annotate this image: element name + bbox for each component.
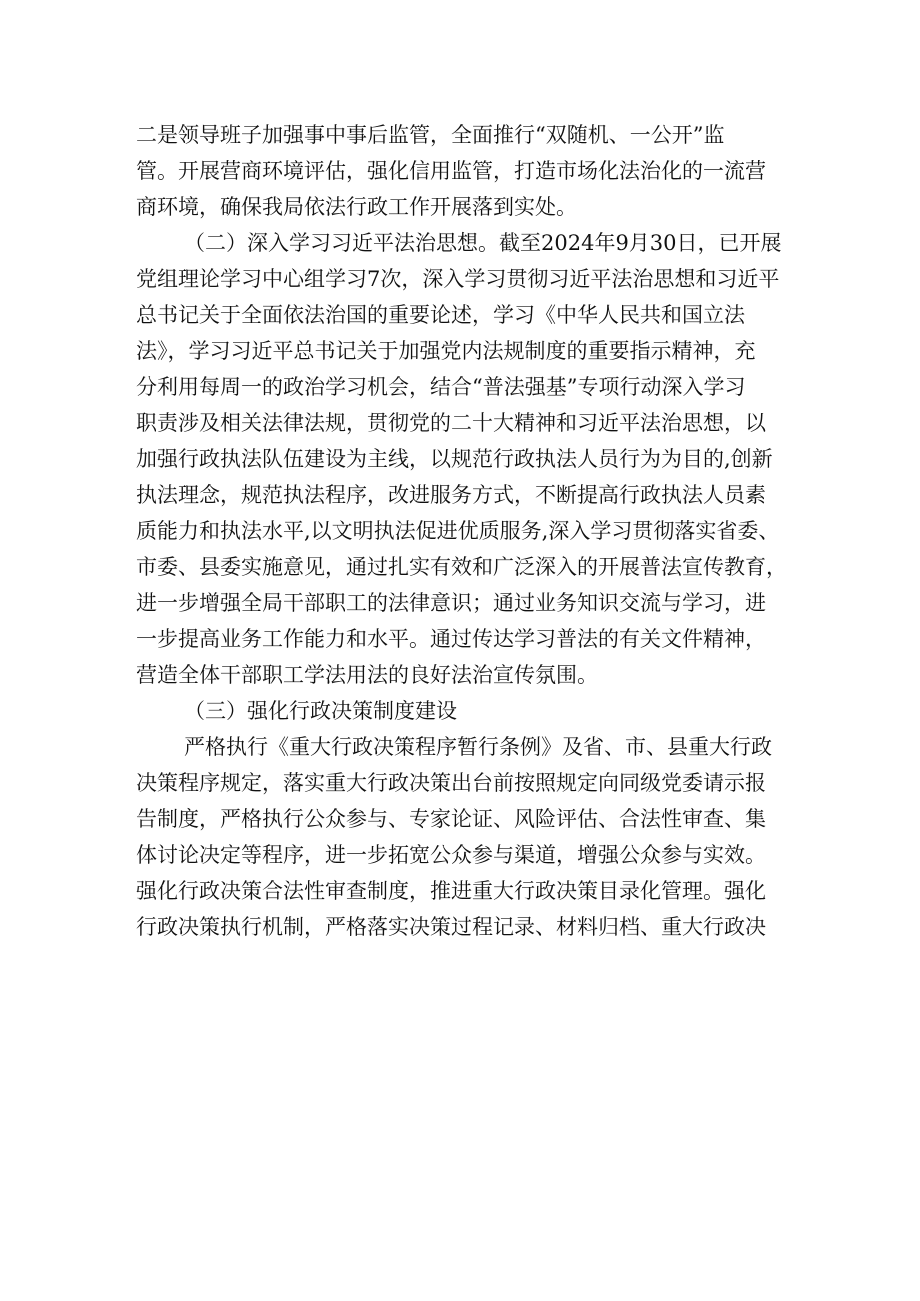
section-heading: （三）强化行政决策制度建设 (184, 699, 457, 723)
paragraph-line: 总书记关于全面依法治国的重要论述，学习《中华人民共和国立法 (136, 303, 745, 327)
paragraph-line: 执法理念，规范执法程序，改进服务方式，不断提高行政执法人员素 (136, 483, 766, 507)
paragraph-line: 分利用每周一的政治学习机会，结合“普法强基”专项行动深入学习 (136, 375, 746, 399)
paragraph-line: 严格执行《重大行政决策程序暂行条例》及省、市、县重大行政 (184, 735, 772, 759)
paragraph-line: 强化行政决策合法性审查制度，推进重大行政决策目录化管理。强化 (136, 879, 766, 903)
paragraph-line: 营造全体干部职工学法用法的良好法治宣传氛围。 (136, 663, 598, 687)
paragraph-line: 市委、县委实施意见，通过扎实有效和广泛深入的开展普法宣传教育， (136, 555, 787, 579)
paragraph-line: 职责涉及相关法律法规，贯彻党的二十大精神和习近平法治思想，以 (136, 411, 766, 435)
paragraph-line: 决策程序规定，落实重大行政决策出台前按照规定向同级党委请示报 (136, 771, 766, 795)
paragraph-line: 质能力和执法水平,以文明执法促进优质服务,深入学习贯彻落实省委、 (136, 519, 780, 543)
paragraph-line: 进一步增强全局干部职工的法律意识；通过业务知识交流与学习，进 (136, 591, 766, 615)
paragraph-line: 法》，学习习近平总书记关于加强党内法规制度的重要指示精神，充 (136, 339, 756, 363)
paragraph-line: 商环境，确保我局依法行政工作开展落到实处。 (136, 195, 577, 219)
paragraph-line: 管。开展营商环境评估，强化信用监管，打造市场化法治化的一流营 (136, 159, 766, 183)
paragraph-line: 体讨论决定等程序，进一步拓宽公众参与渠道，增强公众参与实效。 (136, 843, 766, 867)
paragraph-line: 党组理论学习中心组学习7次，深入学习贯彻习近平法治思想和习近平 (136, 267, 780, 291)
paragraph-line: 一步提高业务工作能力和水平。通过传达学习普法的有关文件精神， (136, 627, 766, 651)
paragraph-line: 加强行政执法队伍建设为主线，以规范行政执法人员行为为目的,创新 (136, 447, 773, 471)
paragraph-line: 行政决策执行机制，严格落实决策过程记录、材料归档、重大行政决 (136, 915, 766, 939)
paragraph-line: 告制度，严格执行公众参与、专家论证、风险评估、合法性审查、集 (136, 807, 766, 831)
paragraph-line: 二是领导班子加强事中事后监管，全面推行“双随机、一公开”监 (136, 123, 725, 147)
section-heading: （二）深入学习习近平法治思想。截至2024年9月30日，已开展 (184, 231, 782, 255)
